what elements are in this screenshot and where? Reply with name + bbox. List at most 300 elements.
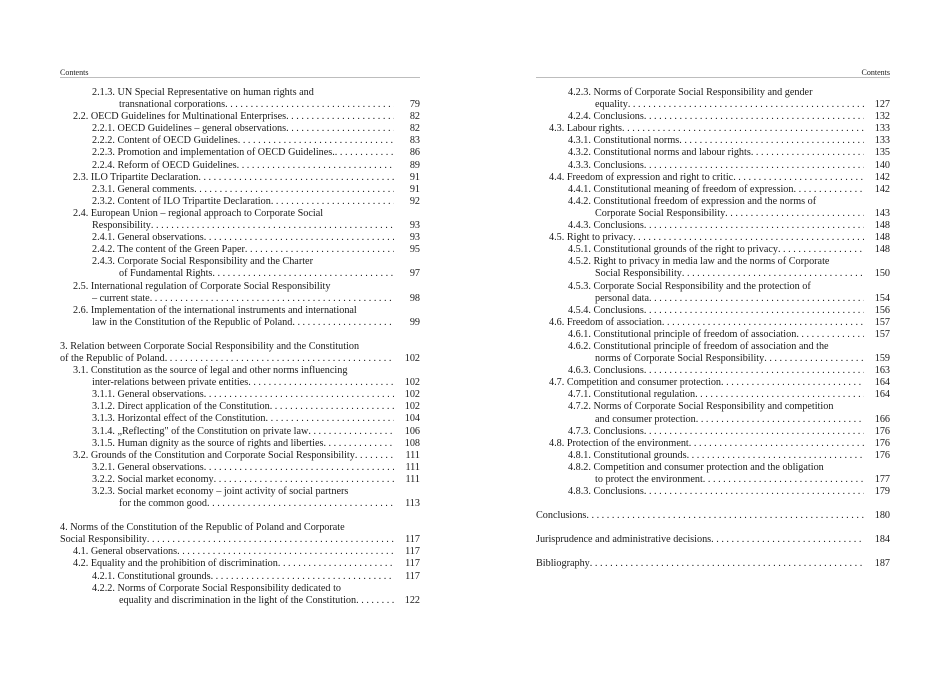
toc-entry-text [92, 438, 323, 449]
toc-entry-title [568, 450, 864, 462]
toc-entry-page: 83 [409, 135, 420, 147]
toc-entry-title [60, 341, 394, 353]
toc-entry-title [73, 305, 394, 317]
toc-entry-title [549, 438, 864, 450]
toc-entry-text [549, 232, 633, 243]
toc-entry-page: 102 [404, 401, 420, 413]
toc-entry[interactable] [60, 498, 420, 510]
toc-entry-label: Constitutional norms [593, 135, 680, 147]
toc-entry-number: 4.6.2. [568, 340, 591, 352]
toc-entry-label: Content of ILO Tripartite Declaration [117, 195, 271, 207]
toc-entry-text [568, 329, 796, 340]
toc-entry[interactable] [60, 256, 420, 268]
toc-entry-text [60, 534, 147, 545]
toc-entry-text [568, 486, 644, 497]
toc-entry-page: 89 [409, 159, 420, 171]
toc-entry[interactable] [536, 353, 890, 365]
toc-entry-label: for the common good [119, 498, 207, 510]
toc-entry-number: 4.3.3. [568, 159, 591, 171]
toc-entry-title [568, 305, 864, 317]
toc-entry-number: 2.5. [73, 280, 89, 292]
left-page [60, 0, 420, 607]
toc-entry-label: transnational corporations [119, 99, 226, 111]
toc-entry[interactable] [536, 99, 890, 111]
toc-entry[interactable] [536, 426, 890, 438]
toc-entry[interactable] [60, 147, 420, 159]
toc-entry-title [568, 111, 864, 123]
toc-entry-number: 4.7.1. [568, 389, 591, 401]
toc-entry-label: personal data [595, 292, 650, 304]
toc-entry-number: 2.4.3. [92, 256, 115, 268]
toc-entry-label: Social Responsibility [60, 534, 147, 546]
toc-entry-label: of Fundamental Rights [119, 268, 213, 280]
toc-entry-number: 2.4.2. [92, 244, 115, 256]
toc-entry[interactable] [536, 196, 890, 208]
toc-entry-title [119, 268, 394, 280]
toc-entry-page: 166 [874, 413, 890, 425]
toc-entry-page: 117 [405, 558, 420, 570]
toc-entry-number: 2.4.1. [92, 232, 115, 244]
toc-entry-number: 4.8.1. [568, 449, 591, 461]
toc-entry-text [73, 172, 198, 183]
toc-entry[interactable] [60, 389, 420, 401]
toc-entry[interactable] [60, 281, 420, 293]
toc-entry[interactable] [536, 87, 890, 99]
toc-entry-title [119, 498, 394, 510]
toc-entry[interactable] [536, 438, 890, 450]
toc-entry-title [92, 426, 394, 438]
toc-entry[interactable] [536, 341, 890, 353]
toc-entry[interactable] [60, 87, 420, 99]
toc-entry-title [60, 534, 394, 546]
toc-entry-text [73, 450, 355, 461]
toc-entry[interactable] [536, 389, 890, 401]
toc-entry-label: OECD Guidelines – general observations [117, 123, 287, 135]
toc-entry[interactable] [536, 414, 890, 426]
toc-entry-page: 117 [405, 570, 420, 582]
toc-entry-title [595, 414, 864, 426]
toc-entry-number: 2.6. [73, 304, 89, 316]
toc-entry-label: and consumer protection [595, 413, 696, 425]
toc-entry-label: Constitutional norms and labour rights [593, 147, 751, 159]
toc-entry[interactable] [536, 365, 890, 377]
toc-entry[interactable] [60, 305, 420, 317]
toc-entry-title [595, 208, 864, 220]
toc-entry-label: Conclusions [593, 159, 644, 171]
toc-entry[interactable] [60, 135, 420, 147]
toc-entry-title [568, 244, 864, 256]
toc-entry[interactable] [536, 220, 890, 232]
right-page [536, 0, 890, 570]
toc-entry[interactable] [536, 305, 890, 317]
toc-entry-number: 4.3. [549, 123, 565, 135]
toc-entry-text [92, 571, 211, 582]
toc-entry-number: 4.4.3. [568, 220, 591, 232]
toc-entry-text [568, 365, 644, 376]
toc-entry-label: ILO Tripartite Declaration [90, 171, 199, 183]
toc-entry-page: 164 [874, 377, 890, 389]
toc-entry-number: 2.2.4. [92, 159, 115, 171]
toc-entry-label: Implementation of the international instruments and international [90, 304, 357, 316]
toc-entry-label: Conclusions [593, 486, 644, 498]
toc-entry-label: law in the Constitution of the Republic of Poland [92, 316, 293, 328]
toc-entry-text [568, 450, 687, 461]
toc-entry-label: Right to privacy in media law and the norms of Corporate [593, 256, 830, 268]
toc-entry-title [536, 558, 864, 570]
toc-entry[interactable] [60, 208, 420, 220]
toc-entry-text [568, 160, 644, 171]
toc-entry-label: Constitutional regulation [593, 389, 696, 401]
toc-entry-title [92, 438, 394, 450]
toc-entry-title [92, 474, 394, 486]
toc-entry[interactable] [536, 281, 890, 293]
toc-entry-label: Competition and consumer protection and the obligation [593, 461, 824, 473]
toc-entry-label: Jurisprudence and administrative decisions [536, 534, 712, 546]
toc-entry[interactable] [60, 522, 420, 534]
toc-entry[interactable] [536, 401, 890, 413]
toc-entry-page: 113 [405, 498, 420, 510]
toc-entry[interactable] [536, 534, 890, 546]
toc-entry-text [568, 305, 644, 316]
toc-entry-page: 164 [874, 389, 890, 401]
toc-entry-page: 79 [409, 99, 420, 111]
toc-entry-number: 2.3.1. [92, 183, 115, 195]
toc-entry-label: – current state [92, 292, 150, 304]
toc-entry-number: 3.2. [73, 449, 89, 461]
toc-entry-title [92, 135, 394, 147]
toc-entry[interactable] [60, 365, 420, 377]
toc-entry-text [568, 244, 778, 255]
toc-entry-label: International regulation of Corporate Social Responsibility [90, 280, 331, 292]
toc-entry-label: The content of the Green Paper [117, 244, 245, 256]
toc-entry[interactable] [536, 256, 890, 268]
toc-entry-title [92, 147, 394, 159]
toc-entry[interactable] [536, 293, 890, 305]
toc-entry-page: 154 [874, 292, 890, 304]
toc-entry[interactable] [60, 486, 420, 498]
toc-entry-number: 4.2.2. [92, 582, 115, 594]
toc-entry[interactable] [60, 438, 420, 450]
toc-entry-page: 122 [404, 594, 420, 606]
toc-entry-number: 3.2.2. [92, 473, 115, 485]
toc-entry-label: Social Responsibility [595, 268, 682, 280]
toc-entry-title [92, 317, 394, 329]
toc-entry-title [595, 474, 864, 486]
toc-entry-label: General observations [117, 389, 204, 401]
toc-entry-title [92, 87, 394, 99]
toc-entry-label: Conclusions [593, 365, 644, 377]
toc-entry-text [92, 87, 314, 98]
toc-entry[interactable] [536, 329, 890, 341]
toc-entry-text [536, 558, 590, 569]
toc-entry[interactable] [536, 123, 890, 135]
toc-entry-text [92, 377, 248, 388]
toc-entry-text [119, 595, 356, 606]
toc-entry-text [568, 389, 695, 400]
toc-entry-text [73, 305, 357, 316]
toc-entry-page: 99 [409, 316, 420, 328]
toc-spacer [536, 546, 890, 558]
toc-entry-number: 4.5.1. [568, 244, 591, 256]
toc-entry-label: Constitutional principle of freedom of association and the [593, 340, 829, 352]
toc-entry-page: 148 [874, 232, 890, 244]
toc-entry-title [92, 377, 394, 389]
toc-entry[interactable] [60, 583, 420, 595]
toc-entry-label: Conclusions [593, 111, 644, 123]
toc-entry-label: Relation between Corporate Social Responsibility and the Constitution [70, 340, 360, 352]
toc-left [60, 87, 420, 607]
toc-entry-page: 117 [405, 534, 420, 546]
toc-entry-label: Right to privacy [566, 232, 634, 244]
toc-entry-label: Freedom of expression and right to critic [566, 171, 734, 183]
toc-entry-number: 4.8.2. [568, 461, 591, 473]
toc-entry[interactable] [60, 450, 420, 462]
toc-entry[interactable] [60, 558, 420, 570]
toc-entry-page: 176 [874, 425, 890, 437]
toc-entry-number: 3.2.1. [92, 461, 115, 473]
toc-entry-page: 91 [409, 183, 420, 195]
toc-entry-label: Labour rights [566, 123, 622, 135]
toc-entry[interactable] [536, 558, 890, 570]
toc-entry-title [536, 510, 864, 522]
toc-entry-title [595, 268, 864, 280]
toc-entry-page: 142 [874, 183, 890, 195]
toc-entry-title [92, 244, 394, 256]
toc-entry-page: 108 [404, 437, 420, 449]
toc-entry-text [595, 208, 725, 219]
toc-entry-label: inter-relations between private entities [92, 377, 249, 389]
toc-entry[interactable] [60, 293, 420, 305]
toc-entry[interactable] [60, 244, 420, 256]
toc-entry-number: 4. [60, 522, 68, 534]
toc-entry-title [73, 281, 394, 293]
toc-entry-page: 140 [874, 159, 890, 171]
toc-entry-number: 4.4.2. [568, 195, 591, 207]
toc-entry-text [92, 389, 204, 400]
toc-entry-text [536, 510, 586, 521]
toc-entry-text [73, 208, 323, 219]
toc-entry-title [73, 558, 394, 570]
toc-entry[interactable] [60, 160, 420, 172]
toc-entry-number: 4.3.1. [568, 135, 591, 147]
toc-entry-number: 4.6.3. [568, 365, 591, 377]
toc-entry-title [568, 87, 864, 99]
toc-entry[interactable] [60, 172, 420, 184]
toc-entry-number: 4.5. [549, 232, 565, 244]
toc-entry-page: 177 [874, 474, 890, 485]
toc-entry[interactable] [60, 220, 420, 232]
toc-entry-page: 93 [409, 232, 420, 244]
toc-entry[interactable] [536, 510, 890, 522]
toc-entry-label: Promotion and implementation of OECD Guidelines. [117, 147, 335, 159]
toc-entry[interactable] [60, 401, 420, 413]
toc-entry-number: 4.1. [73, 546, 89, 558]
toc-entry-text [549, 123, 622, 134]
toc-entry-text [92, 135, 238, 146]
toc-entry[interactable] [60, 474, 420, 486]
toc-entry-page: 163 [874, 365, 890, 377]
toc-entry-title [549, 172, 864, 184]
toc-entry-text [119, 99, 225, 110]
toc-entry[interactable] [536, 244, 890, 256]
toc-entry-text [549, 317, 662, 328]
toc-entry[interactable] [60, 184, 420, 196]
toc-entry[interactable] [536, 474, 890, 486]
toc-entry-title [92, 123, 394, 135]
toc-entry-text [568, 135, 679, 146]
toc-entry[interactable] [536, 172, 890, 184]
toc-entry-number: 4.2.4. [568, 111, 591, 123]
toc-entry-text [92, 474, 214, 485]
toc-entry-text [73, 365, 347, 376]
toc-entry[interactable] [60, 341, 420, 353]
toc-entry-title [568, 184, 864, 196]
toc-entry-title [568, 220, 864, 232]
toc-entry-label: Constitution as the source of legal and other norms influencing [90, 365, 348, 377]
toc-entry-label: equality and discrimination in the light of the Constitution [119, 594, 357, 606]
toc-entry[interactable] [60, 317, 420, 329]
toc-entry-number: 4.8.3. [568, 486, 591, 498]
toc-entry[interactable] [60, 111, 420, 123]
toc-spacer [60, 510, 420, 522]
toc-entry-page: 132 [874, 111, 890, 123]
toc-entry-text [92, 413, 266, 424]
toc-entry-label: Content of OECD Guidelines [117, 135, 238, 147]
toc-entry-text [595, 99, 628, 110]
toc-entry-title [119, 595, 394, 607]
toc-entry-title [73, 450, 394, 462]
toc-entry[interactable] [60, 99, 420, 111]
toc-entry[interactable] [536, 377, 890, 389]
toc-entry-number: 4.5.2. [568, 256, 591, 268]
toc-entry[interactable] [60, 546, 420, 558]
toc-entry[interactable] [536, 160, 890, 172]
toc-entry-page: 142 [874, 171, 890, 183]
toc-entry[interactable] [536, 486, 890, 498]
toc-entry-title [568, 389, 864, 401]
toc-entry[interactable] [536, 450, 890, 462]
toc-entry-number: 3.1.4. [92, 425, 115, 437]
toc-entry-number: 4.8. [549, 437, 565, 449]
toc-entry[interactable] [536, 147, 890, 159]
toc-entry-page: 102 [404, 352, 420, 364]
toc-entry-text [119, 498, 207, 509]
toc-entry-text [549, 377, 721, 388]
toc-entry-number: 3.1.3. [92, 413, 115, 425]
toc-entry[interactable] [60, 413, 420, 425]
toc-entry-label: equality [595, 99, 628, 111]
toc-entry-title [92, 389, 394, 401]
toc-entry-page: 176 [874, 449, 890, 461]
toc-entry-text [568, 147, 751, 158]
toc-right [536, 87, 890, 570]
toc-entry-text [549, 438, 689, 449]
toc-entry-number: 4.7. [549, 377, 565, 389]
toc-entry[interactable] [536, 184, 890, 196]
toc-entry-text [60, 522, 345, 533]
toc-entry-number: 2.2.3. [92, 147, 115, 159]
toc-entry[interactable] [536, 317, 890, 329]
toc-entry-text [92, 486, 348, 497]
toc-entry[interactable] [60, 595, 420, 607]
toc-entry-number: 4.6. [549, 316, 565, 328]
toc-entry-number: 4.7.2. [568, 401, 591, 413]
toc-entry-label: Direct application of the Constitution [117, 401, 270, 413]
toc-entry-title [595, 99, 864, 111]
toc-entry[interactable] [536, 268, 890, 280]
toc-entry-title [549, 377, 864, 389]
toc-entry-title [568, 256, 864, 268]
toc-entry-label: Norms of the Constitution of the Republic of Poland and Corporate [70, 522, 345, 534]
toc-entry[interactable] [536, 111, 890, 123]
toc-entry-label: Constitutional principle of freedom of association [593, 328, 797, 340]
toc-entry-text [92, 232, 204, 243]
toc-entry-title [119, 99, 394, 111]
toc-entry-title [73, 546, 394, 558]
toc-entry-label: Constitutional meaning of freedom of expression [593, 183, 794, 195]
toc-entry[interactable] [536, 232, 890, 244]
toc-entry-page: 148 [874, 220, 890, 232]
toc-entry-text [92, 293, 150, 304]
toc-entry-title [73, 365, 394, 377]
toc-entry-title [92, 232, 394, 244]
toc-entry-title [92, 413, 394, 425]
toc-entry[interactable] [60, 232, 420, 244]
toc-entry[interactable] [536, 462, 890, 474]
toc-entry-title [92, 401, 394, 413]
toc-entry-label: General observations [117, 461, 204, 473]
toc-entry-page: 97 [409, 268, 420, 280]
toc-entry-label: Norms of Corporate Social Responsibility dedicated to [117, 582, 341, 594]
toc-entry[interactable] [60, 353, 420, 365]
toc-entry-label: Competition and consumer protection [566, 377, 722, 389]
toc-entry-label: Equality and the prohibition of discrimination [90, 558, 278, 570]
toc-entry[interactable] [536, 208, 890, 220]
toc-entry[interactable] [60, 377, 420, 389]
toc-entry[interactable] [60, 571, 420, 583]
toc-entry-label: General comments [117, 183, 195, 195]
toc-entry[interactable] [536, 135, 890, 147]
toc-entry-text [568, 281, 811, 292]
toc-entry-page: 82 [409, 123, 420, 135]
toc-entry[interactable] [60, 196, 420, 208]
toc-entry-title [568, 486, 864, 498]
toc-entry-number: 4.6.1. [568, 328, 591, 340]
toc-entry-text [595, 474, 703, 485]
toc-entry-text [568, 426, 644, 437]
toc-entry[interactable] [60, 123, 420, 135]
toc-spacer [60, 329, 420, 341]
toc-entry[interactable] [60, 462, 420, 474]
toc-entry-text [536, 534, 711, 545]
toc-entry[interactable] [60, 426, 420, 438]
toc-entry[interactable] [60, 534, 420, 546]
toc-entry-title [60, 353, 394, 365]
toc-entry-label: norms of Corporate Social Responsibility [595, 353, 765, 365]
toc-entry-label: Protection of the environment [566, 437, 689, 449]
toc-entry[interactable] [60, 268, 420, 280]
toc-entry-page: 106 [404, 425, 420, 437]
toc-entry-text [568, 220, 644, 231]
toc-entry-title [73, 172, 394, 184]
toc-entry-text [92, 184, 194, 195]
toc-entry-title [73, 111, 394, 123]
toc-entry-title [536, 534, 864, 546]
toc-entry-text [568, 401, 833, 412]
toc-entry-label: Social market economy [117, 473, 214, 485]
toc-entry-number: 2.2.1. [92, 123, 115, 135]
toc-entry-text [568, 111, 644, 122]
